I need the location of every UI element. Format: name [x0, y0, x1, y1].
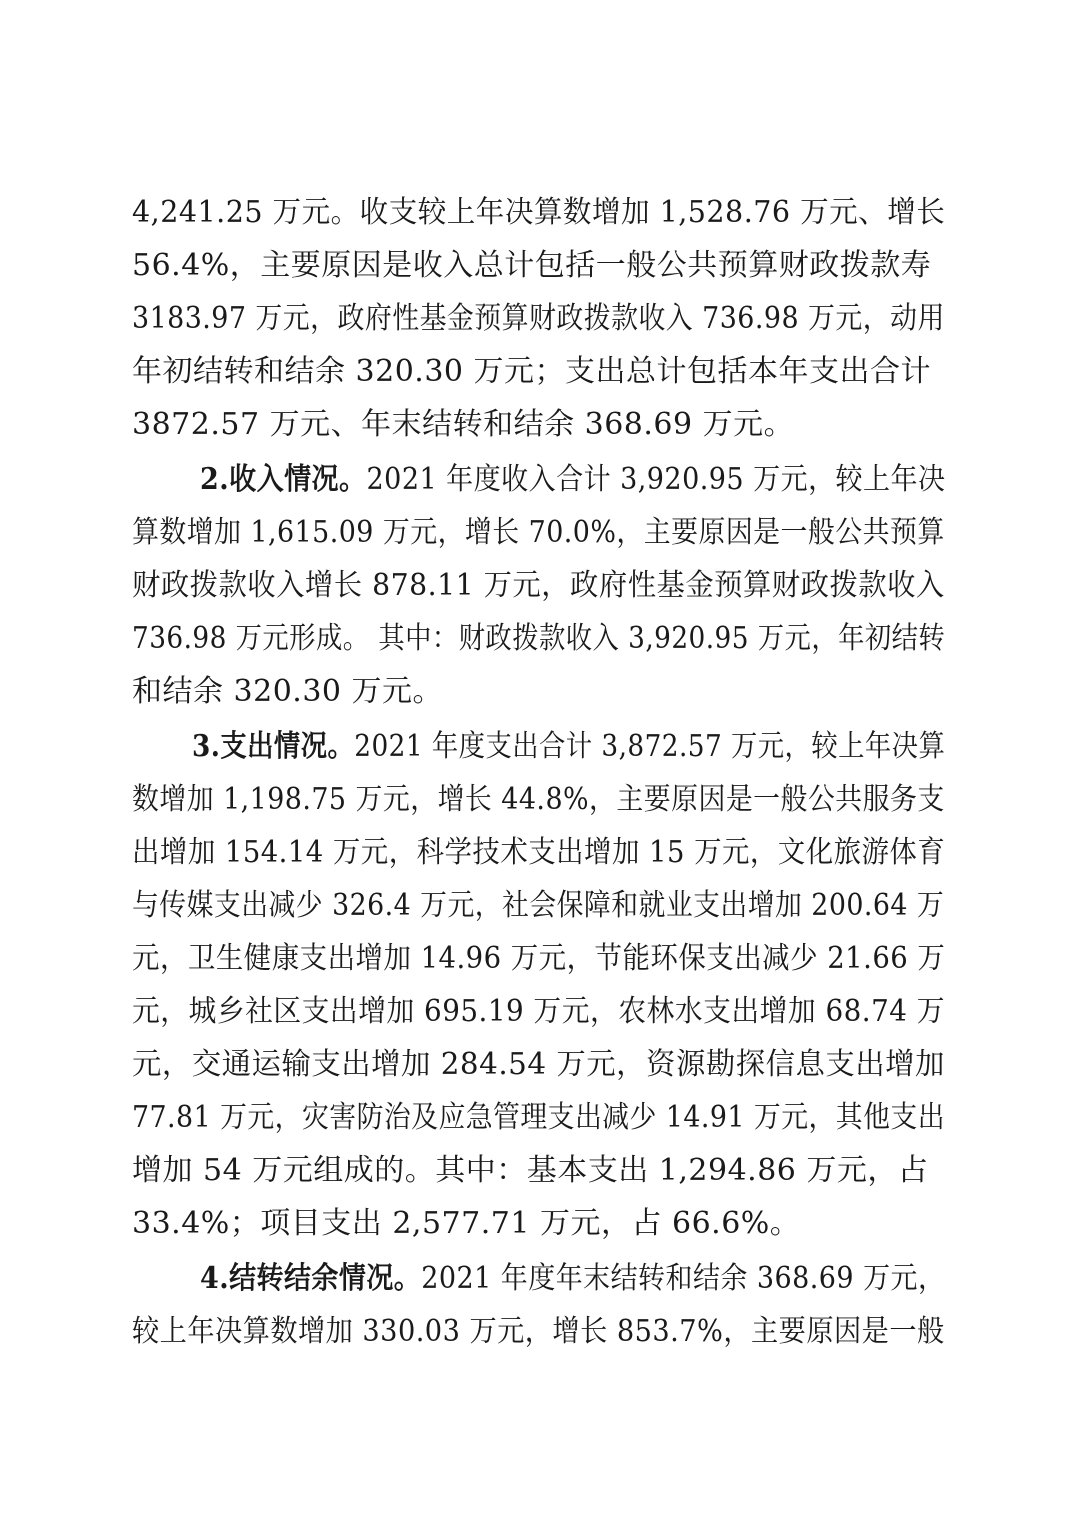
paragraph-line: 33.4%；项目支出 2,577.71 万元，占 66.6%。 [132, 1206, 801, 1241]
paragraph-line: 年初结转和结余 320.30 万元；支出总计包括本年支出合计 [132, 354, 932, 389]
paragraph-line: 77.81 万元，灾害防治及应急管理支出减少 14.91 万元，其他支出 [132, 1100, 946, 1135]
paragraph-line: 出增加 154.14 万元，科学技术支出增加 15 万元，文化旅游体育 [132, 835, 946, 870]
paragraph-line: 4,241.25 万元。收支较上年决算数增加 1,528.76 万元、增长 [132, 195, 946, 230]
paragraph-text: 2021 年度收入合计 3,920.95 万元，较上年决 [366, 462, 946, 497]
paragraph-line: 56.4%，主要原因是收入总计包括一般公共预算财政拨款寿 [132, 248, 932, 283]
paragraph-line: 算数增加 1,615.09 万元，增长 70.0%，主要原因是一般公共预算 [132, 515, 945, 550]
section-2-first-line [200, 460, 945, 500]
paragraph-line: 财政拨款收入增长 878.11 万元，政府性基金预算财政拨款收入 [132, 568, 945, 603]
paragraph-line: 和结余 320.30 万元。 [132, 674, 444, 709]
paragraph-line: 较上年决算数增加 330.03 万元，增长 853.7%，主要原因是一般 [132, 1314, 945, 1349]
paragraph-line: 元，交通运输支出增加 284.54 万元，资源勘探信息支出增加 [132, 1047, 945, 1082]
paragraph-line: 与传媒支出减少 326.4 万元，社会保障和就业支出增加 200.64 万 [132, 888, 945, 923]
section-3-first-line [192, 727, 945, 767]
paragraph-line: 3183.97 万元，政府性基金预算财政拨款收入 736.98 万元，动用 [132, 301, 945, 336]
paragraph-line: 增加 54 万元组成的。其中：基本支出 1,294.86 万元，占 [132, 1153, 929, 1188]
section-heading: 4.结转结余情况。 [200, 1261, 422, 1296]
paragraph-text: 2021 年度年末结转和结余 368.69 万元， [421, 1261, 946, 1296]
paragraph-line: 数增加 1,198.75 万元，增长 44.8%，主要原因是一般公共服务支 [132, 782, 945, 817]
section-4-first-line [200, 1259, 945, 1299]
paragraph-text: 2021 年度支出合计 3,872.57 万元，较上年决算 [354, 729, 946, 764]
paragraph-line: 3872.57 万元、年末结转和结余 368.69 万元。 [132, 407, 795, 442]
paragraph-line: 736.98 万元形成。 其中：财政拨款收入 3,920.95 万元，年初结转 [132, 621, 946, 656]
section-heading: 3.支出情况。 [192, 729, 355, 764]
section-heading: 2.收入情况。 [200, 462, 367, 497]
paragraph-line: 元，卫生健康支出增加 14.96 万元，节能环保支出减少 21.66 万 [132, 941, 946, 976]
paragraph-line: 元，城乡社区支出增加 695.19 万元，农林水支出增加 68.74 万 [132, 994, 945, 1029]
